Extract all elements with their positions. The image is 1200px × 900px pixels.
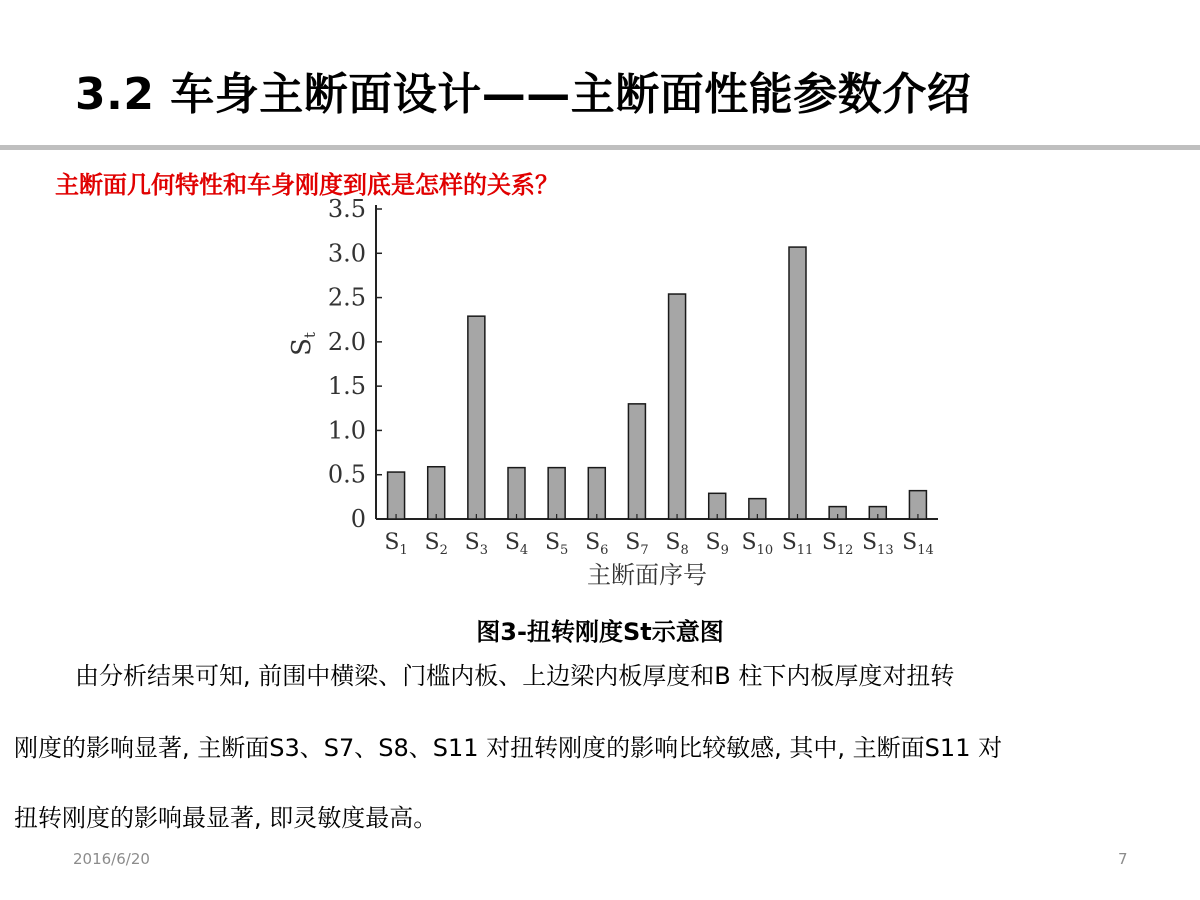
footer-date: 2016/6/20: [73, 850, 150, 868]
bar-s3: [468, 316, 485, 519]
bar-s6: [588, 468, 605, 519]
y-tick-label: 0: [350, 505, 366, 533]
x-tick-label: $S_3$: [464, 530, 489, 558]
y-axis-label: St: [287, 332, 319, 356]
bar-s11: [789, 247, 806, 519]
x-tick-label: $S_6$: [585, 530, 609, 558]
x-tick-label: $S_{14}$: [902, 530, 934, 558]
slide-question: 主断面几何特性和车身刚度到底是怎样的关系？: [55, 171, 559, 199]
y-tick-label: 0.5: [327, 460, 366, 489]
x-tick-label: $S_7$: [625, 530, 649, 558]
page-number: 7: [1118, 850, 1128, 868]
paragraph-line-3: 扭转刚度的影响最显著, 即灵敏度最高。: [14, 804, 438, 832]
y-tick-label: 1.5: [327, 372, 366, 401]
figure-caption: 图3-扭转刚度St示意图: [476, 618, 724, 646]
slide-title: 3.2 车身主断面设计——主断面性能参数介绍: [75, 69, 972, 120]
x-tick-label: $S_4$: [504, 530, 529, 558]
bar-s5: [548, 468, 565, 519]
paragraph-line-1: 由分析结果可知, 前围中横梁、门槛内板、上边梁内板厚度和B 柱下内板厚度对扭转: [75, 662, 955, 690]
x-tick-label: $S_9$: [705, 530, 729, 558]
torsional-stiffness-bar-chart: [280, 195, 960, 595]
x-tick-label: $S_1$: [384, 530, 408, 558]
bar-s7: [628, 404, 645, 519]
bar-s4: [508, 468, 525, 519]
paragraph-line-2: 刚度的影响显著, 主断面S3、S7、S8、S11 对扭转刚度的影响比较敏感, 其中, 主断面S11 对: [14, 734, 1003, 762]
x-axis-label: 主断面序号: [587, 561, 707, 589]
x-tick-label: $S_8$: [665, 530, 689, 558]
y-tick-label: 2.0: [327, 327, 366, 356]
y-tick-label: 3.5: [327, 195, 366, 223]
x-tick-label: $S_5$: [544, 530, 569, 558]
y-tick-label: 3.0: [327, 239, 366, 268]
y-tick-label: 1.0: [327, 416, 366, 445]
x-tick-label: $S_{12}$: [821, 530, 854, 558]
x-tick-label: $S_{10}$: [741, 530, 774, 558]
title-divider: [0, 145, 1200, 150]
bar-s1: [388, 472, 405, 519]
bar-s8: [669, 294, 686, 519]
x-tick-label: $S_{11}$: [781, 530, 814, 558]
x-tick-label: $S_2$: [424, 530, 448, 558]
x-tick-label: $S_{13}$: [861, 530, 894, 558]
bar-s2: [428, 467, 445, 519]
y-tick-label: 2.5: [327, 283, 366, 312]
